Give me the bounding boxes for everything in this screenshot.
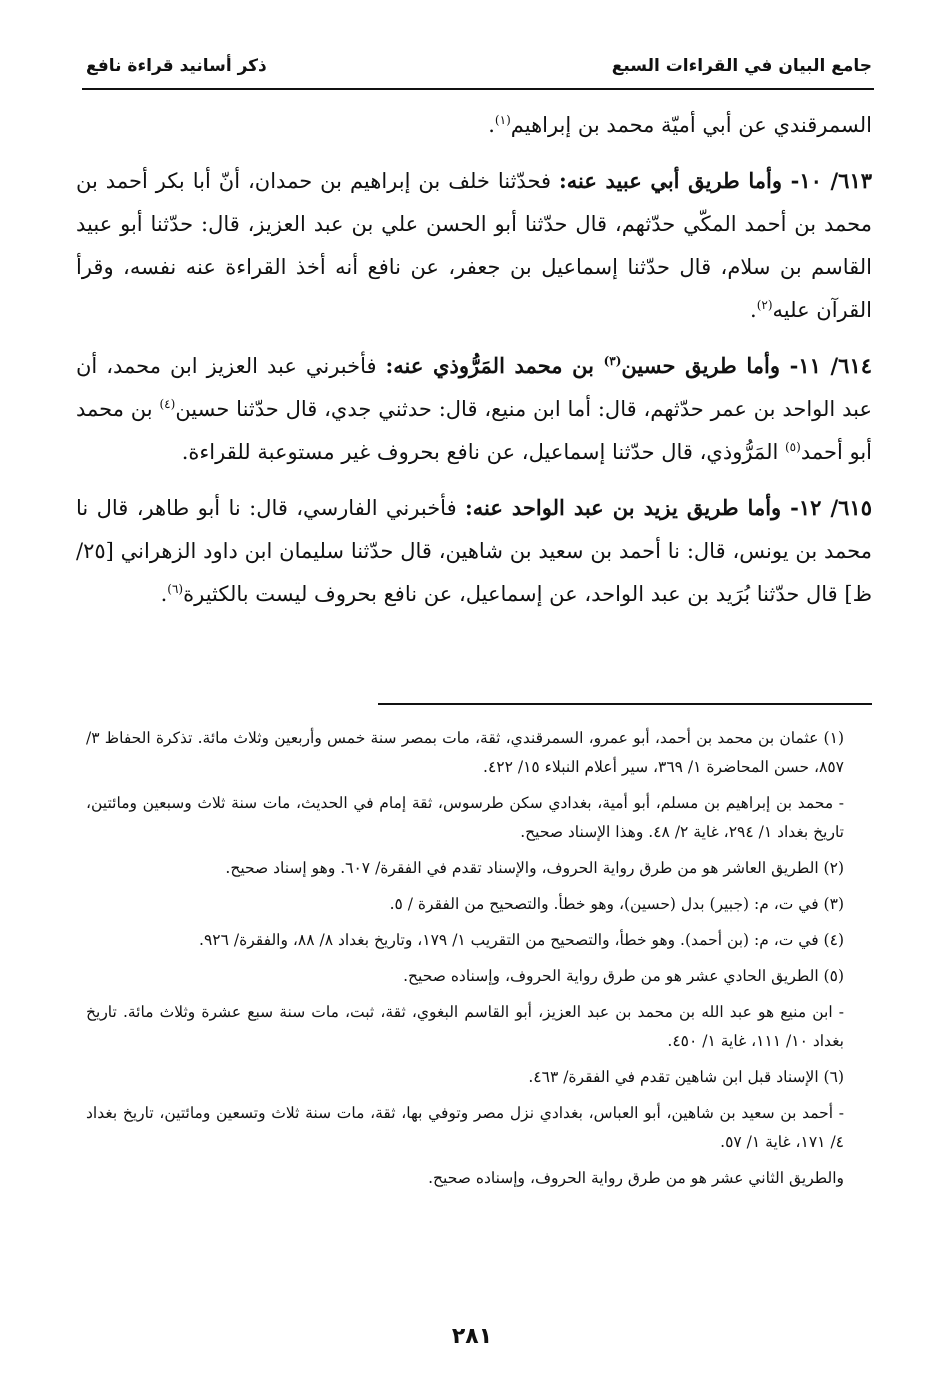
footnote-ref: (١)	[494, 113, 511, 127]
footnotes	[86, 724, 844, 1200]
footnote-ref: (٦)	[167, 582, 184, 596]
footnote-ref: (٥)	[784, 440, 801, 454]
footnote: (١) عثمان بن محمد بن أحمد، أبو عمرو، السمرقندي، ثقة، مات بمصر سنة خمس وأربعين وثلاث مائة. تذكرة الحفاظ ٣/ ٨٥٧، حسن المحاضرة ١/ ٣٦٩، سير أعلام النبلاء ١٥/ ٤٢٢.	[86, 729, 844, 776]
footnote: (٥) الطريق الحادي عشر هو من طرق رواية الحروف، وإسناده صحيح.	[403, 967, 844, 985]
footnote: (٦) الإسناد قبل ابن شاهين تقدم في الفقرة/ ٤٦٣.	[528, 1068, 844, 1086]
paragraph-613: ٦١٣/ ١٠- وأما طريق أبي عبيد عنه: فحدّثنا خلف بن إبراهيم بن حمدان، أنّ أبا بكر أحمد بن محمد بن أحمد المكّي حدّثهم، قال حدّثنا أبو الحسن علي بن عبد العزيز، قال: حدّثنا أبو عبيد القاسم بن سلام، قال حدّثنا إسماعيل بن جعفر، عن نافع أنه أخذ القراءة عنه نفسه، وقرأ القرآن عليه$^{(٢)}$.	[76, 168, 873, 322]
footnote-ref: (٢)	[756, 298, 773, 312]
footnote: (٣) في ت، م: (جبير) بدل (حسين)، وهو خطأ. والتصحيح من الفقرة / ٥.	[389, 895, 844, 913]
footnote: والطريق الثاني عشر هو من طرق رواية الحروف، وإسناده صحيح.	[428, 1169, 844, 1187]
paragraph-heading: ٦١٤/ ١١- وأما طريق حسين$^{(٣)}$ بن محمد المَرُّوذي عنه:	[385, 353, 873, 378]
footnote-separator	[378, 703, 872, 705]
footnote-ref: (٣)	[603, 354, 622, 368]
main-text	[76, 104, 872, 628]
paragraph-heading: ٦١٣/ ١٠- وأما طريق أبي عبيد عنه:	[559, 168, 873, 193]
footnote: (٤) في ت، م: (بن أحمد). وهو خطأ، والتصحيح من التقريب ١/ ١٧٩، وتاريخ بغداد ٨/ ٨٨، والفقرة/ ٩٢٦.	[199, 931, 844, 949]
header-rule	[82, 88, 874, 90]
footnote: (٢) الطريق العاشر هو من طرق رواية الحروف، والإسناد تقدم في الفقرة/ ٦٠٧. وهو إسناد صحيح.	[225, 859, 844, 877]
footnote: - ابن منيع هو عبد الله بن محمد بن عبد العزيز، أبو القاسم البغوي، ثقة، ثبت، مات سنة سبع عشرة وثلاث مائة. تاريخ بغداد ١٠/ ١١١، غاية ١/ ٤٥٠.	[86, 1003, 844, 1050]
paragraph-614: ٦١٤/ ١١- وأما طريق حسين$^{(٣)}$ بن محمد المَرُّوذي عنه: فأخبرني عبد العزيز ابن محمد، أن عبد الواحد بن عمر حدّثهم، قال: أما ابن منيع، قال: حدثني جدي، قال حدّثنا حسين$^{(٤)}$ بن محمد أبو أحمد$^{(٥)}$ المَرُّوذي، قال حدّثنا إسماعيل، عن نافع بحروف غير مستوعبة للقراءة.	[76, 353, 873, 464]
paragraph-heading: ٦١٥/ ١٢- وأما طريق يزيد بن عبد الواحد عنه:	[465, 495, 872, 520]
running-header-section-title: ذكر أسانيد قراءة نافع	[86, 56, 267, 76]
paragraph-continuation: السمرقندي عن أبي أميّة محمد بن إبراهيم$^{(١)}$.	[488, 113, 872, 137]
footnote-ref: (٤)	[159, 397, 176, 411]
paragraph-615: ٦١٥/ ١٢- وأما طريق يزيد بن عبد الواحد عنه: فأخبرني الفارسي، قال: نا أبو طاهر، قال نا محمد بن يونس، قال: نا أحمد بن سعيد بن شاهين، قال حدّثنا سليمان ابن داود الزهراني [٢٥/ ظ] قال حدّثنا بُرَيد بن عبد الواحد، عن إسماعيل، عن نافع بحروف ليست بالكثيرة$^{(٦)}$.	[76, 495, 872, 606]
running-header-book-title: جامع البيان في القراءات السبع	[611, 56, 872, 76]
footnote: - محمد بن إبراهيم بن مسلم، أبو أمية، بغدادي سكن طرسوس، ثقة إمام في الحديث، مات سنة ثلاث وسبعين ومائتين، تاريخ بغداد ١/ ٢٩٤، غاية ٢/ ٤٨. وهذا الإسناد صحيح.	[86, 794, 844, 841]
page-number: ٢٨١	[451, 1324, 493, 1349]
footnote: - أحمد بن سعيد بن شاهين، أبو العباس، بغدادي نزل مصر وتوفي بها، ثقة، مات سنة ثلاث وتسعين ومائتين، تاريخ بغداد ٤/ ١٧١، غاية ١/ ٥٧.	[86, 1104, 844, 1151]
